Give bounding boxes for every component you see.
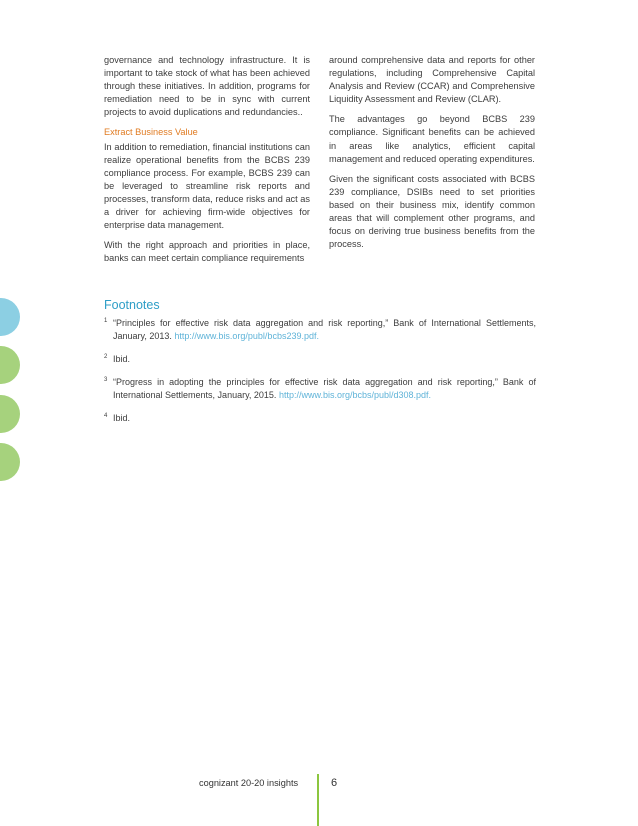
footnote-number: 1 [104,318,108,324]
body-paragraph: With the right approach and priorities in place, banks can meet certain compliance requirements [104,240,310,264]
footnotes-section [104,297,536,435]
body-paragraph: In addition to remediation, financial institutions can realize operational benefits from the BCBS 239 compliance process. For example, BCBS 239 can be leveraged to streamline risk reports and processes, transform data, reduce risks and act as a driver for achieving firm-wide objectives for enterprise data management. [104,141,310,231]
footnote-text: “Progress in adopting the principles for effective risk data aggregation and risk reporting,” Bank of International Settlements, January, 2015. [113,377,536,400]
body-paragraph: governance and technology infrastructure. It is important to take stock of what has been achieved through these initiatives. In addition, programs for remediation need to be in sync with current projects to avoid duplications and redundancies.. [104,55,310,118]
footnote-number: 4 [104,413,108,419]
decorative-circle-blue [0,298,20,336]
footnote-item [104,317,536,343]
right-column [329,54,535,258]
footnote-link[interactable]: http://www.bis.org/publ/bcbs239.pdf. [174,331,319,341]
subheading: Extract Business Value [104,127,198,138]
footer-publication-name: cognizant 20-20 insights [199,778,299,788]
footnote-text: Ibid. [113,413,131,423]
body-paragraph: The advantages go beyond BCBS 239 compliance. Significant benefits can be achieved in areas like analytics, efficient capital management and reduced operating expenditures. [329,114,535,164]
footnote-item [104,376,536,402]
footnote-item [104,412,536,425]
footnote-item [104,353,536,366]
footnote-text: Ibid. [113,354,131,364]
body-paragraph: Given the significant costs associated with BCBS 239 compliance, DSIBs need to set priorities based on their business mix, identify common areas that will complement other programs, and focus on deriving true business benefits from the process. [329,173,535,250]
footnote-number: 2 [104,354,108,360]
footer-divider [317,774,319,826]
decorative-circle-green [0,346,20,384]
left-column [104,54,310,272]
footnote-number: 3 [104,377,108,383]
page-number: 6 [331,777,338,789]
footnotes-heading: Footnotes [104,298,160,312]
footnote-link[interactable]: http://www.bis.org/bcbs/publ/d308.pdf. [278,390,432,400]
body-paragraph: around comprehensive data and reports for other regulations, including Comprehensive Capital Analysis and Review (CCAR) and Comprehensive Liquidity Assessment and Review (CLAR). [329,55,535,105]
decorative-circle-green [0,443,20,481]
footnote-text: “Principles for effective risk data aggregation and risk reporting,” Bank of International Settlements, January, 2013. [113,318,536,341]
decorative-circle-green [0,395,20,433]
